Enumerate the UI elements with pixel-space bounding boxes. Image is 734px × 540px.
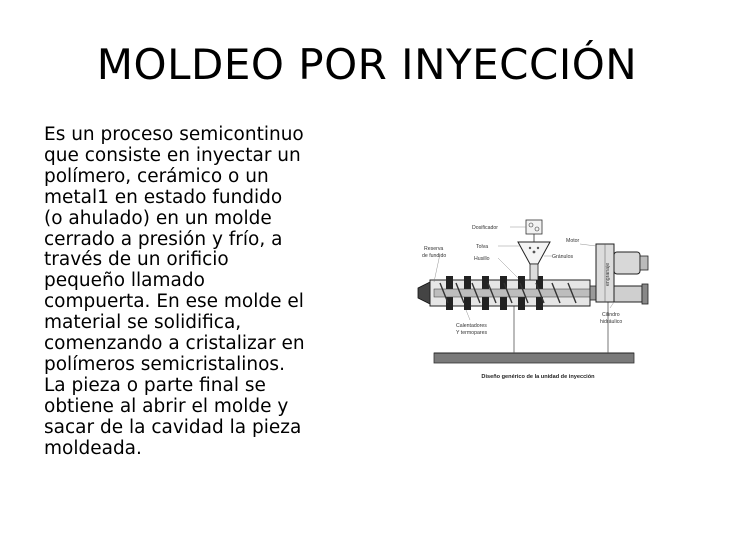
label-granulos: Gránulos [552,254,574,260]
label-tolva: Tolva [476,244,489,250]
motor [614,252,648,274]
label-reserva: Reserva [424,246,444,252]
label-dosificador: Dosificador [472,225,498,231]
label-motor: Motor [566,238,580,244]
slide-title: MOLDEO POR INYECCIÓN [96,40,638,89]
label-de-fundido: de fundido [422,253,447,259]
label-engranaje: engranaje [605,262,611,286]
diagram-caption: Diseño genérico de la unidad de inyección [481,374,595,380]
doser [526,220,542,242]
injection-unit-diagram [410,212,660,387]
label-calentadores: Calentadores [456,323,487,329]
slide-body-text: Es un proceso semicontinuo que consiste en inyectar un polímero, cerámico o un metal1 en estado fundido (o ahulado) en un molde cerrado a presión y frío, a través de un orificio pequeño llamado compuerta. En ese molde el material se solidifica, comenzando a cristalizar en polímeros semicristalinos. La pieza o parte final se obtiene al abrir el molde y sacar de la cavidad la pieza moldeada. [44,124,305,459]
label-husillo: Husillo [474,256,490,262]
hydraulic-cylinder [614,284,648,304]
hopper [518,242,550,280]
label-hidraulico: hidráulico [600,319,623,325]
label-cilindro: Cilindro [602,312,620,318]
label-termopares: Y termopares [456,330,488,336]
